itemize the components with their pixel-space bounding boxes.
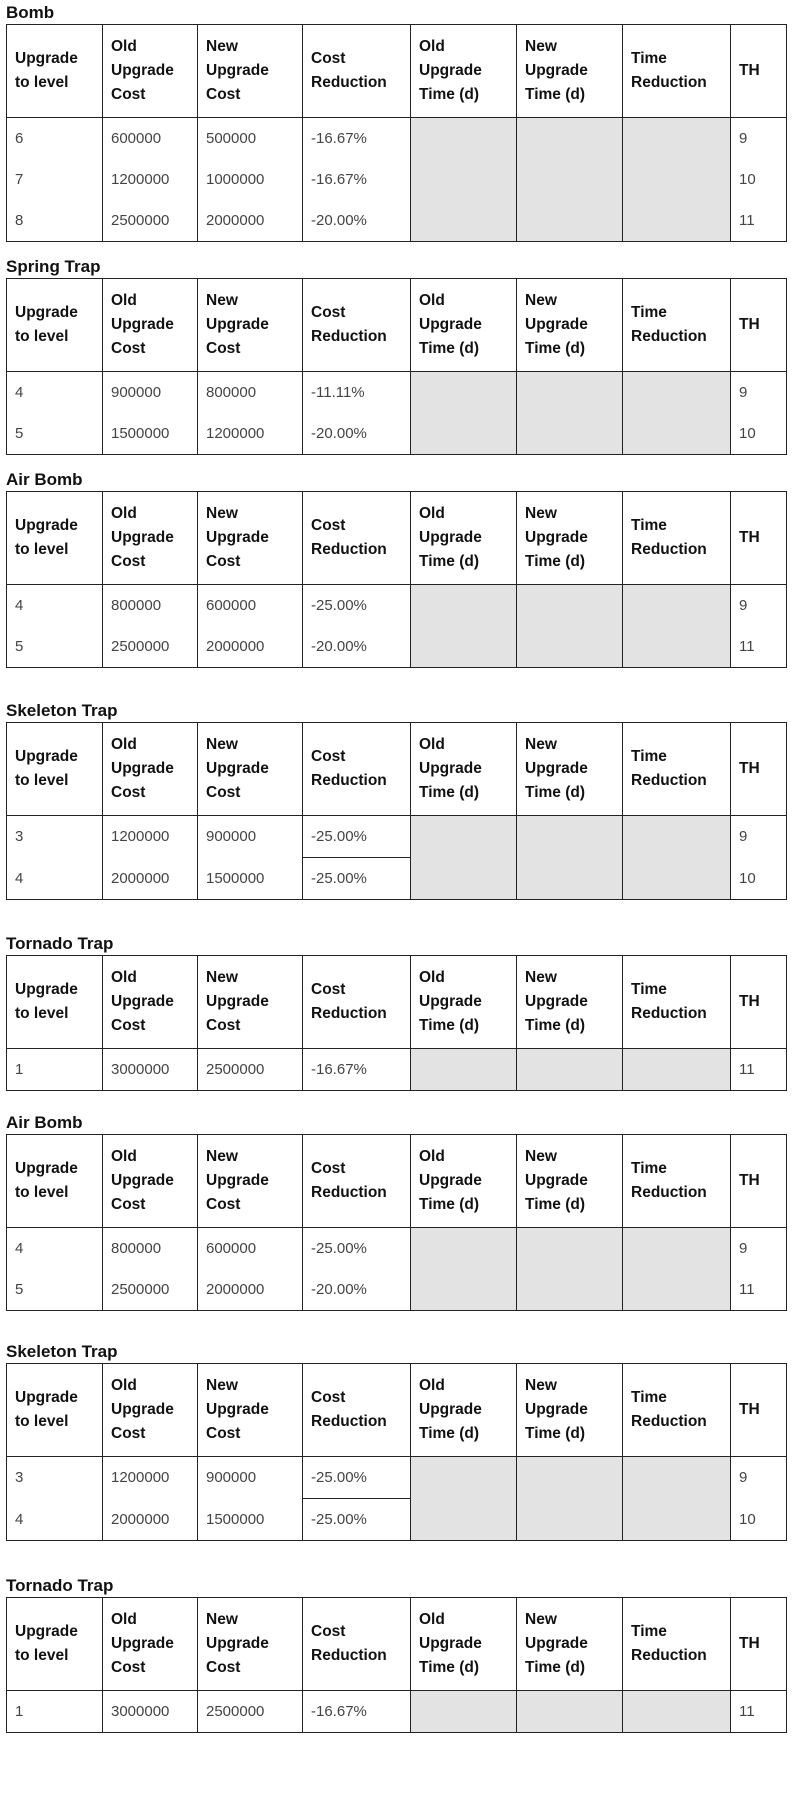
- table-cell-time-reduction: [623, 159, 731, 200]
- table-cell-new-upgrade-cost: 2000000: [198, 1269, 303, 1311]
- table-cell-new-upgrade-time-d: [517, 626, 623, 668]
- table-cell-th: 10: [731, 159, 787, 200]
- column-header-new-upgrade-time-d: New Upgrade Time (d): [517, 1598, 623, 1691]
- table-cell-time-reduction: [623, 585, 731, 627]
- column-header-cost-reduction: Cost Reduction: [303, 1364, 411, 1457]
- table-cell-upgrade-to-level: 4: [7, 858, 103, 900]
- table-cell-th: 11: [731, 1049, 787, 1091]
- column-header-old-upgrade-time-d: Old Upgrade Time (d): [411, 723, 517, 816]
- table-cell-th: 9: [731, 585, 787, 627]
- table-row: [7, 585, 787, 627]
- table-cell-old-upgrade-cost: 1200000: [103, 159, 198, 200]
- table-cell-new-upgrade-cost: 2500000: [198, 1049, 303, 1091]
- table-cell-old-upgrade-time-d: [411, 413, 517, 455]
- column-header-old-upgrade-cost: Old Upgrade Cost: [103, 25, 198, 118]
- table-cell-new-upgrade-cost: 2000000: [198, 200, 303, 242]
- column-header-upgrade-to-level: Upgrade to level: [7, 1364, 103, 1457]
- column-header-new-upgrade-time-d: New Upgrade Time (d): [517, 1135, 623, 1228]
- table-cell-cost-reduction: -16.67%: [303, 159, 411, 200]
- table-cell-upgrade-to-level: 1: [7, 1691, 103, 1733]
- column-header-old-upgrade-time-d: Old Upgrade Time (d): [411, 1364, 517, 1457]
- table-cell-time-reduction: [623, 1269, 731, 1311]
- table-cell-upgrade-to-level: 4: [7, 1228, 103, 1270]
- table-cell-new-upgrade-time-d: [517, 1499, 623, 1541]
- table-row: [7, 626, 787, 668]
- table-cell-upgrade-to-level: 5: [7, 413, 103, 455]
- table-cell-time-reduction: [623, 858, 731, 900]
- column-header-time-reduction: Time Reduction: [623, 1135, 731, 1228]
- table-cell-old-upgrade-time-d: [411, 1691, 517, 1733]
- table-row: [7, 159, 787, 200]
- section-title: Skeleton Trap: [6, 701, 118, 720]
- header-row: [7, 956, 787, 1049]
- section-air-bomb: [6, 469, 787, 668]
- table-cell-th: 10: [731, 1499, 787, 1541]
- table-cell-old-upgrade-cost: 2500000: [103, 626, 198, 668]
- column-header-cost-reduction: Cost Reduction: [303, 723, 411, 816]
- column-header-time-reduction: Time Reduction: [623, 956, 731, 1049]
- table-row: [7, 200, 787, 242]
- table-cell-old-upgrade-time-d: [411, 1228, 517, 1270]
- table-cell-old-upgrade-time-d: [411, 585, 517, 627]
- table-cell-time-reduction: [623, 200, 731, 242]
- column-header-old-upgrade-cost: Old Upgrade Cost: [103, 1598, 198, 1691]
- table-cell-cost-reduction: -25.00%: [303, 1499, 411, 1541]
- upgrade-table: [6, 278, 787, 455]
- table-row: [7, 816, 787, 858]
- table-cell-old-upgrade-cost: 2000000: [103, 1499, 198, 1541]
- column-header-new-upgrade-time-d: New Upgrade Time (d): [517, 1364, 623, 1457]
- table-cell-old-upgrade-cost: 1200000: [103, 1457, 198, 1499]
- section-title: Tornado Trap: [6, 934, 114, 953]
- table-cell-old-upgrade-time-d: [411, 1499, 517, 1541]
- table-cell-old-upgrade-cost: 800000: [103, 585, 198, 627]
- column-header-old-upgrade-time-d: Old Upgrade Time (d): [411, 1135, 517, 1228]
- upgrade-table: [6, 1363, 787, 1541]
- table-cell-old-upgrade-cost: 800000: [103, 1228, 198, 1270]
- column-header-th: TH: [731, 492, 787, 585]
- column-header-new-upgrade-cost: New Upgrade Cost: [198, 25, 303, 118]
- header-row: [7, 723, 787, 816]
- table-cell-new-upgrade-time-d: [517, 1457, 623, 1499]
- table-cell-new-upgrade-cost: 1000000: [198, 159, 303, 200]
- column-header-time-reduction: Time Reduction: [623, 1364, 731, 1457]
- column-header-time-reduction: Time Reduction: [623, 1598, 731, 1691]
- section-title: Tornado Trap: [6, 1576, 114, 1595]
- table-cell-th: 9: [731, 816, 787, 858]
- table-cell-new-upgrade-cost: 600000: [198, 585, 303, 627]
- column-header-th: TH: [731, 25, 787, 118]
- table-row: [7, 1499, 787, 1541]
- table-cell-cost-reduction: -11.11%: [303, 372, 411, 414]
- table-cell-upgrade-to-level: 5: [7, 1269, 103, 1311]
- column-header-old-upgrade-cost: Old Upgrade Cost: [103, 279, 198, 372]
- table-cell-new-upgrade-cost: 1500000: [198, 858, 303, 900]
- column-header-old-upgrade-cost: Old Upgrade Cost: [103, 1135, 198, 1228]
- table-cell-upgrade-to-level: 3: [7, 1457, 103, 1499]
- column-header-cost-reduction: Cost Reduction: [303, 956, 411, 1049]
- column-header-cost-reduction: Cost Reduction: [303, 1135, 411, 1228]
- table-cell-new-upgrade-time-d: [517, 1228, 623, 1270]
- table-cell-old-upgrade-time-d: [411, 159, 517, 200]
- section-title: Spring Trap: [6, 257, 101, 276]
- column-header-th: TH: [731, 1135, 787, 1228]
- column-header-old-upgrade-time-d: Old Upgrade Time (d): [411, 1598, 517, 1691]
- table-cell-new-upgrade-cost: 800000: [198, 372, 303, 414]
- section-title: Air Bomb: [6, 1113, 83, 1132]
- upgrade-table: [6, 1134, 787, 1311]
- column-header-time-reduction: Time Reduction: [623, 25, 731, 118]
- table-row: [7, 1691, 787, 1733]
- column-header-time-reduction: Time Reduction: [623, 279, 731, 372]
- table-cell-th: 11: [731, 1691, 787, 1733]
- column-header-new-upgrade-time-d: New Upgrade Time (d): [517, 723, 623, 816]
- column-header-old-upgrade-cost: Old Upgrade Cost: [103, 956, 198, 1049]
- table-cell-new-upgrade-time-d: [517, 159, 623, 200]
- table-cell-upgrade-to-level: 4: [7, 372, 103, 414]
- header-row: [7, 25, 787, 118]
- table-cell-th: 11: [731, 200, 787, 242]
- column-header-cost-reduction: Cost Reduction: [303, 492, 411, 585]
- table-cell-th: 10: [731, 413, 787, 455]
- table-row: [7, 413, 787, 455]
- column-header-new-upgrade-time-d: New Upgrade Time (d): [517, 492, 623, 585]
- header-row: [7, 492, 787, 585]
- table-cell-old-upgrade-time-d: [411, 626, 517, 668]
- table-cell-old-upgrade-cost: 3000000: [103, 1049, 198, 1091]
- table-cell-old-upgrade-time-d: [411, 1049, 517, 1091]
- section-title: Skeleton Trap: [6, 1342, 118, 1361]
- table-cell-time-reduction: [623, 1228, 731, 1270]
- table-cell-cost-reduction: -25.00%: [303, 816, 411, 858]
- header-row: [7, 1135, 787, 1228]
- column-header-new-upgrade-cost: New Upgrade Cost: [198, 723, 303, 816]
- table-cell-new-upgrade-cost: 2000000: [198, 626, 303, 668]
- table-cell-th: 9: [731, 372, 787, 414]
- table-row: [7, 1228, 787, 1270]
- table-cell-old-upgrade-time-d: [411, 816, 517, 858]
- upgrade-table: [6, 24, 787, 242]
- table-cell-old-upgrade-cost: 2500000: [103, 1269, 198, 1311]
- column-header-cost-reduction: Cost Reduction: [303, 1598, 411, 1691]
- table-cell-upgrade-to-level: 6: [7, 118, 103, 160]
- column-header-th: TH: [731, 279, 787, 372]
- table-cell-new-upgrade-time-d: [517, 413, 623, 455]
- column-header-old-upgrade-time-d: Old Upgrade Time (d): [411, 25, 517, 118]
- section-skeleton-trap: [6, 1341, 787, 1541]
- section-tornado-trap: [6, 933, 787, 1091]
- column-header-new-upgrade-time-d: New Upgrade Time (d): [517, 279, 623, 372]
- table-cell-cost-reduction: -20.00%: [303, 626, 411, 668]
- column-header-th: TH: [731, 723, 787, 816]
- table-cell-old-upgrade-cost: 1200000: [103, 816, 198, 858]
- table-cell-new-upgrade-cost: 600000: [198, 1228, 303, 1270]
- table-cell-th: 9: [731, 1228, 787, 1270]
- column-header-old-upgrade-cost: Old Upgrade Cost: [103, 1364, 198, 1457]
- table-cell-time-reduction: [623, 118, 731, 160]
- column-header-upgrade-to-level: Upgrade to level: [7, 492, 103, 585]
- table-cell-old-upgrade-cost: 2500000: [103, 200, 198, 242]
- table-cell-cost-reduction: -16.67%: [303, 118, 411, 160]
- table-row: [7, 858, 787, 900]
- table-cell-time-reduction: [623, 1499, 731, 1541]
- table-cell-th: 11: [731, 626, 787, 668]
- column-header-new-upgrade-cost: New Upgrade Cost: [198, 1135, 303, 1228]
- table-cell-old-upgrade-time-d: [411, 1457, 517, 1499]
- table-cell-new-upgrade-cost: 1500000: [198, 1499, 303, 1541]
- column-header-new-upgrade-cost: New Upgrade Cost: [198, 956, 303, 1049]
- column-header-time-reduction: Time Reduction: [623, 492, 731, 585]
- table-cell-upgrade-to-level: 3: [7, 816, 103, 858]
- column-header-new-upgrade-cost: New Upgrade Cost: [198, 1364, 303, 1457]
- table-cell-cost-reduction: -16.67%: [303, 1691, 411, 1733]
- table-cell-upgrade-to-level: 7: [7, 159, 103, 200]
- table-cell-new-upgrade-time-d: [517, 816, 623, 858]
- column-header-cost-reduction: Cost Reduction: [303, 25, 411, 118]
- column-header-upgrade-to-level: Upgrade to level: [7, 956, 103, 1049]
- table-cell-upgrade-to-level: 4: [7, 585, 103, 627]
- table-cell-cost-reduction: -16.67%: [303, 1049, 411, 1091]
- table-cell-new-upgrade-time-d: [517, 585, 623, 627]
- column-header-new-upgrade-time-d: New Upgrade Time (d): [517, 25, 623, 118]
- table-cell-new-upgrade-time-d: [517, 1049, 623, 1091]
- column-header-cost-reduction: Cost Reduction: [303, 279, 411, 372]
- table-cell-time-reduction: [623, 1049, 731, 1091]
- table-cell-new-upgrade-time-d: [517, 200, 623, 242]
- column-header-upgrade-to-level: Upgrade to level: [7, 279, 103, 372]
- table-cell-time-reduction: [623, 626, 731, 668]
- column-header-th: TH: [731, 1598, 787, 1691]
- table-cell-th: 11: [731, 1269, 787, 1311]
- table-row: [7, 372, 787, 414]
- table-cell-th: 9: [731, 1457, 787, 1499]
- table-cell-cost-reduction: -20.00%: [303, 1269, 411, 1311]
- header-row: [7, 1598, 787, 1691]
- table-cell-new-upgrade-cost: 500000: [198, 118, 303, 160]
- table-row: [7, 1049, 787, 1091]
- table-cell-time-reduction: [623, 372, 731, 414]
- table-cell-old-upgrade-cost: 2000000: [103, 858, 198, 900]
- table-cell-cost-reduction: -20.00%: [303, 413, 411, 455]
- table-cell-old-upgrade-time-d: [411, 1269, 517, 1311]
- table-row: [7, 1269, 787, 1311]
- table-cell-old-upgrade-time-d: [411, 372, 517, 414]
- upgrade-table: [6, 955, 787, 1091]
- table-cell-upgrade-to-level: 1: [7, 1049, 103, 1091]
- table-cell-time-reduction: [623, 1691, 731, 1733]
- column-header-old-upgrade-time-d: Old Upgrade Time (d): [411, 492, 517, 585]
- table-cell-new-upgrade-cost: 1200000: [198, 413, 303, 455]
- section-spring-trap: [6, 256, 787, 455]
- table-cell-new-upgrade-time-d: [517, 372, 623, 414]
- column-header-new-upgrade-cost: New Upgrade Cost: [198, 492, 303, 585]
- column-header-th: TH: [731, 1364, 787, 1457]
- section-title: Air Bomb: [6, 470, 83, 489]
- table-cell-old-upgrade-cost: 3000000: [103, 1691, 198, 1733]
- column-header-new-upgrade-cost: New Upgrade Cost: [198, 1598, 303, 1691]
- column-header-old-upgrade-cost: Old Upgrade Cost: [103, 492, 198, 585]
- table-cell-time-reduction: [623, 413, 731, 455]
- table-row: [7, 1457, 787, 1499]
- column-header-time-reduction: Time Reduction: [623, 723, 731, 816]
- column-header-upgrade-to-level: Upgrade to level: [7, 723, 103, 816]
- table-cell-upgrade-to-level: 4: [7, 1499, 103, 1541]
- section-bomb: [6, 2, 787, 242]
- section-tornado-trap: [6, 1575, 787, 1733]
- table-cell-new-upgrade-time-d: [517, 1691, 623, 1733]
- column-header-th: TH: [731, 956, 787, 1049]
- column-header-upgrade-to-level: Upgrade to level: [7, 1598, 103, 1691]
- table-cell-old-upgrade-time-d: [411, 858, 517, 900]
- column-header-old-upgrade-time-d: Old Upgrade Time (d): [411, 956, 517, 1049]
- column-header-new-upgrade-cost: New Upgrade Cost: [198, 279, 303, 372]
- table-cell-old-upgrade-cost: 900000: [103, 372, 198, 414]
- table-cell-th: 9: [731, 118, 787, 160]
- column-header-new-upgrade-time-d: New Upgrade Time (d): [517, 956, 623, 1049]
- table-cell-old-upgrade-time-d: [411, 200, 517, 242]
- column-header-upgrade-to-level: Upgrade to level: [7, 1135, 103, 1228]
- table-cell-cost-reduction: -25.00%: [303, 1457, 411, 1499]
- table-cell-upgrade-to-level: 8: [7, 200, 103, 242]
- section-air-bomb: [6, 1112, 787, 1311]
- column-header-old-upgrade-cost: Old Upgrade Cost: [103, 723, 198, 816]
- table-cell-old-upgrade-cost: 600000: [103, 118, 198, 160]
- table-cell-cost-reduction: -25.00%: [303, 858, 411, 900]
- table-cell-new-upgrade-time-d: [517, 858, 623, 900]
- upgrade-table: [6, 1597, 787, 1733]
- table-cell-old-upgrade-time-d: [411, 118, 517, 160]
- header-row: [7, 279, 787, 372]
- table-cell-new-upgrade-time-d: [517, 118, 623, 160]
- upgrade-table: [6, 491, 787, 668]
- table-cell-new-upgrade-cost: 2500000: [198, 1691, 303, 1733]
- table-cell-old-upgrade-cost: 1500000: [103, 413, 198, 455]
- table-cell-cost-reduction: -20.00%: [303, 200, 411, 242]
- section-skeleton-trap: [6, 700, 787, 900]
- table-cell-new-upgrade-cost: 900000: [198, 816, 303, 858]
- column-header-upgrade-to-level: Upgrade to level: [7, 25, 103, 118]
- table-cell-cost-reduction: -25.00%: [303, 1228, 411, 1270]
- header-row: [7, 1364, 787, 1457]
- table-cell-upgrade-to-level: 5: [7, 626, 103, 668]
- table-cell-cost-reduction: -25.00%: [303, 585, 411, 627]
- table-cell-time-reduction: [623, 1457, 731, 1499]
- table-cell-new-upgrade-time-d: [517, 1269, 623, 1311]
- column-header-old-upgrade-time-d: Old Upgrade Time (d): [411, 279, 517, 372]
- table-cell-time-reduction: [623, 816, 731, 858]
- section-title: Bomb: [6, 3, 55, 22]
- table-cell-new-upgrade-cost: 900000: [198, 1457, 303, 1499]
- upgrade-table: [6, 722, 787, 900]
- table-cell-th: 10: [731, 858, 787, 900]
- table-row: [7, 118, 787, 160]
